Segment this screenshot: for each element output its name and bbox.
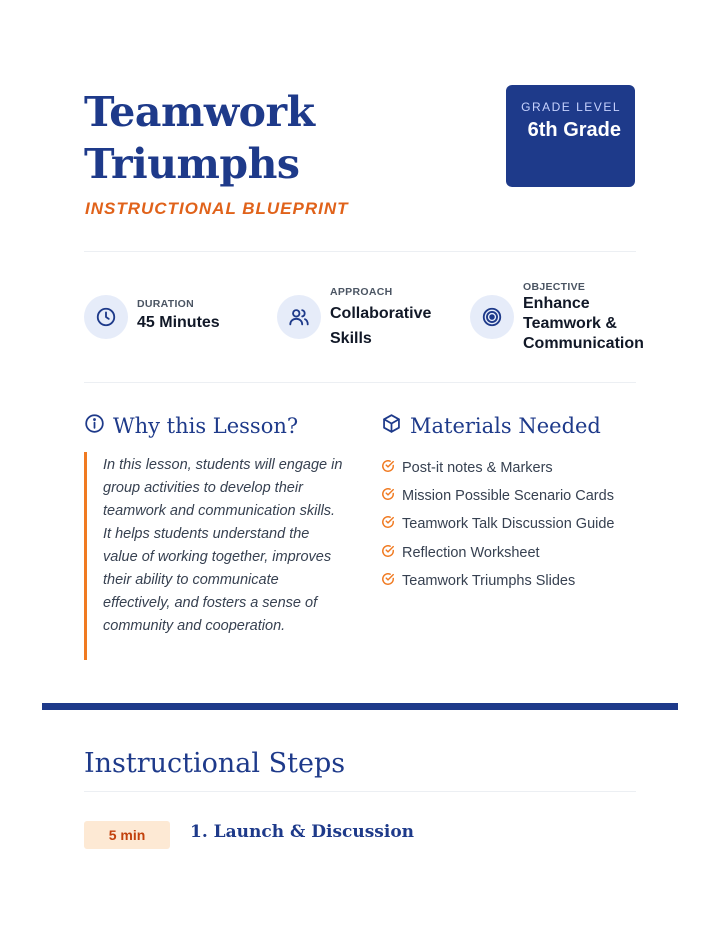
target-icon (470, 295, 514, 339)
meta-duration (84, 295, 264, 339)
material-label: Teamwork Talk Discussion Guide (402, 516, 615, 533)
divider (84, 791, 636, 792)
materials-heading (381, 413, 601, 439)
grade-level-value: 6th Grade (527, 119, 621, 141)
step-time-badge: 5 min (84, 821, 170, 849)
why-lesson-heading (84, 413, 298, 439)
material-label: Reflection Worksheet (402, 544, 540, 561)
meta-objective (470, 281, 650, 355)
grade-level-badge (506, 85, 635, 187)
clock-icon (84, 295, 128, 339)
step-title: 1. Launch & Discussion (190, 822, 415, 842)
meta-label: OBJECTIVE (523, 281, 586, 293)
meta-value: Enhance Teamwork & Communication (523, 295, 644, 352)
meta-label: APPROACH (330, 286, 393, 298)
check-circle-icon (381, 515, 395, 533)
list-item (381, 482, 614, 510)
check-circle-icon (381, 544, 395, 562)
list-item (381, 567, 614, 595)
why-lesson-quote (84, 452, 346, 660)
material-label: Teamwork Triumphs Slides (402, 572, 576, 589)
steps-heading: Instructional Steps (84, 748, 346, 779)
material-label: Mission Possible Scenario Cards (402, 488, 614, 505)
box-icon (381, 413, 402, 439)
meta-value: Collaborative Skills (330, 305, 432, 347)
list-item (381, 539, 614, 567)
page-subtitle: INSTRUCTIONAL BLUEPRINT (85, 199, 349, 218)
list-item (381, 454, 614, 482)
meta-value: 45 Minutes (137, 314, 220, 331)
check-circle-icon (381, 487, 395, 505)
users-icon (277, 295, 321, 339)
section-divider-bar (42, 703, 678, 710)
grade-level-label: GRADE LEVEL (521, 100, 621, 114)
meta-label: DURATION (137, 298, 195, 310)
why-lesson-title: Why this Lesson? (113, 414, 299, 438)
divider (84, 251, 636, 252)
page-title: Teamwork Triumphs (84, 88, 315, 188)
list-item (381, 510, 614, 538)
why-lesson-text: In this lesson, students will engage in group activities to develop their teamwork and communication skills. It helps students understand the value of working together, improves their ability to communicate effectively, and fosters a sense of community and cooperation. (103, 457, 343, 634)
meta-approach (277, 286, 457, 355)
info-icon (84, 413, 105, 439)
materials-list (381, 454, 614, 595)
material-label: Post-it notes & Markers (402, 460, 553, 477)
materials-title: Materials Needed (410, 414, 601, 438)
check-circle-icon (381, 572, 395, 590)
check-circle-icon (381, 459, 395, 477)
divider (84, 382, 636, 383)
